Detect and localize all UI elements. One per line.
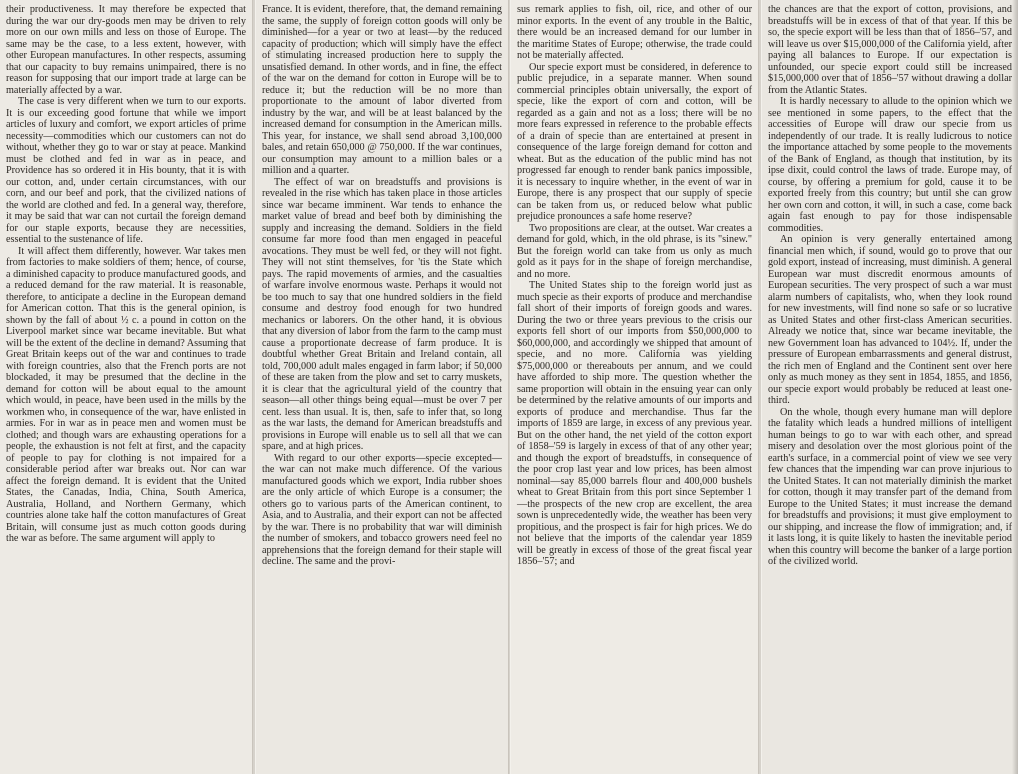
page-edge-shadow [1012, 0, 1018, 774]
column-4-paragraph-2: It is hardly necessary to allude to the opinion which we see mentioned in some papers, to the effect that the accessities of Europe will draw our specie from us independently of our trade. It is really ludicrous to notice the importance attached by some people to the movements of the Bank of England, as though that institution, by its ipse dixit, could control the laws of trade. Europe may, of course, by offering a premium for gold, cause it to be exported freely from this country; but until she can grow her own corn and cotton, it will, in such a case, come back again fast enough to pay for those indispensable commodities. [768, 96, 1012, 234]
text-column-1 [0, 0, 252, 774]
column-4-paragraph-3: An opinion is very generally entertained among financial men which, if sound, would go to prove that our gold export, instead of increasing, must diminish. A general European war must discredit enormous amounts of European securities. The very prospect of such a war must alarm numbers of capitalists, who, when they look round for new investments, will find none so safe or so lucrative as United States and other first-class American securities. Already we notice that, since war became inevitable, the new Government loan has advanced to 104½. If, under the pressure of European embarrassments and general distrust, the rich men of England and the Continent sent over here only as much money as they sent in 1854, 1855, and 1856, our specie export would probably be reduced at least one-third. [768, 234, 1012, 406]
text-column-4 [762, 0, 1018, 774]
column-1-paragraph-1: their productiveness. It may therefore be expected that during the war our dry-goods men may be driven to rely more on our own mills and less on those of Europe. The same may be the case, to a less extent, however, with other European manufactures. In other respects, assuming that our capacity to buy remains unimpaired, there is no reason for supposing that our import trade at large can be materially affected by a war. [6, 4, 246, 96]
column-2-paragraph-2: The effect of war on breadstuffs and provisions is revealed in the rise which has taken place in those articles since war became imminent. War tends to enhance the market value of bread and beef both by diminishing the supply and increasing the demand. Soldiers in the field consume far more food than men engaged in peaceful avocations. They must be well fed, or they will not fight. They will not stint themselves, for 'tis the State which pays. The rapid movements of armies, and the casualties of warfare involve enormous waste. Perhaps it would not be too much to say that one hundred soldiers in the field consume and destroy food enough for two hundred mechanics or laborers. On the other hand, it is obvious that any diversion of labor from the farm to the camp must cause a proportionate decrease of farm produce. It is doubtful whether Great Britain and Ireland contain, all told, 700,000 adult males engaged in farm labor; if 50,000 of these are taken from the plow and set to carry muskets, it is clear that the agricultural yield of the country that season—all other things being equal—must be over 7 per cent. less than usual. It is, then, safe to infer that, so long as the war lasts, the demand for American breadstuffs and provisions in Europe will enable us to sell all that we can spare, and at high prices. [262, 176, 502, 452]
text-column-3 [511, 0, 758, 774]
column-3-paragraph-1: sus remark applies to fish, oil, rice, and other of our minor exports. In the event of any trouble in the Baltic, there would be an increased demand for our lumber in the maritime States of Europe; otherwise, the trade could not be materially affected. [517, 4, 752, 61]
column-4-paragraph-4: On the whole, though every humane man will deplore the fatality which leads a hundred millions of intelligent human beings to go to war with each other, and spread misery and desolation over the most glorious point of the earth's surface, in a commercial point of view we see very few chances that the impending war can prove injurious to the United States. It can not materially diminish the market for cotton, though it may transfer part of the demand from Europe to the United States; it must increase the demand for breadstuffs and provisions; it must give employment to our shipping, and increase the flow of immigration; and, if it lasts long, it is quite likely to hasten the inevitable period when this country will become the banker of a large portion of the civilized world. [768, 406, 1012, 567]
column-3-paragraph-3: Two propositions are clear, at the outset. War creates a demand for gold, which, in the old phrase, is its "sinew." But the foreign world can take from us only as much gold as it pays for in the shape of foreign merchandise, and no more. [517, 222, 752, 280]
column-1-paragraph-2: The case is very different when we turn to our exports. It is our exceeding good fortune that while we import articles of luxury and comfort, we export articles of prime necessity—commodities which our customers can not do without, whether they go to war or stay at peace. Mankind must be clothed and fed in war as in peace, and Providence has so ordered it in His bounty, that it is with our cotton, and, under certain circumstances, with our corn, and our beef and pork, that the civilized nations of the world are clothed and fed. In a general way, therefore, it may be said that war can not curtail the foreign demand for our staple exports, because they are necessities, essential to the sustenance of life. [6, 96, 246, 245]
column-2-paragraph-1: France. It is evident, therefore, that, the demand remaining the same, the supply of foreign cotton goods will only be diminished—for a year or two at least—by the reduced capacity of production; which will simply have the effect of stimulating increased production here to supply the unsatisfied demand. In other words, and in fine, the effect of the war on the demand for cotton in Europe will be to reduce it; but the reduction will be no more than proportionate to the amount of labor diverted from industry by the war, and will be at least balanced by the increased demand for consumption in the American mills. This year, for instance, we shall send abroad 3,100,000 bales, and retain 650,000 @ 750,000. If the war continues, our consumption may amount to a million bales or a million and a quarter. [262, 4, 502, 176]
column-4-paragraph-1: the chances are that the export of cotton, provisions, and breadstuffs will be in excess of that of that year. If this be so, the specie export will be less than that of 1856–'57, and will leave us over $15,000,000 of the California yield, after paying all balances to Europe. If our expectation is unfounded, our specie export could still be increased $15,000,000 over that of 1856–'57 without drawing a dollar from the Atlantic States. [768, 4, 1012, 96]
column-1-paragraph-3: It will affect them differently, however. War takes men from factories to make soldiers of them; hence, of course, a diminished capacity to produce manufactured goods, and a reduced demand for the raw material. It is reasonable, therefore, to anticipate a decline in the European demand for American cotton. That this is the general opinion, is shown by the fall of about ½ c. a pound in cotton on the Liverpool market since war became inevitable. But what will be the extent of the decline in demand? Assuming that Great Britain keeps out of the war and continues to trade with foreign countries, also that the French ports are not blockaded, it may be presumed that the decline in the demand for cotton will be about equal to the amount which would, in peace, have been used in the mills by the workmen who, in consequence of the war, have enlisted in armies. For in war as in peace men and women must be clothed; and though wars are exhausting operations for a people, the exhaustion is not felt at first, and the capacity of people to pay for clothing is not impaired for a considerable period after war breaks out. Nor can war affect the foreign demand. It is evident that the United States, the Canadas, India, China, South America, Australia, Holland, and Northern Germany, which countries alone take half the cotton manufactures of Great Britain, will consume just as much cotton goods during the war as before. The same argument will apply to [6, 245, 246, 544]
column-2-paragraph-3: With regard to our other exports—specie excepted—the war can not make much difference. Of the various manufactured goods which we export, India rubber shoes are the only article of which Europe is a consumer; the others go to various parts of the American continent, to Asia, and to Australia, and their export can not be affected by the war. There is no probability that war will diminish the number of smokers, and tobacco growers need feel no apprehensions that the foreign demand for their staple will decline. The same and the provi- [262, 452, 502, 567]
column-3-paragraph-4: The United States ship to the foreign world just as much specie as their exports of produce and merchandise fall short of their imports of foreign goods and wares. During the two or three years previous to the crisis our exports fell short of our imports from $50,000,000 to $60,000,000, and accordingly we shipped that amount of specie, and no more. California was yielding $75,000,000 or thereabouts per annum, and we could have afforded to ship more. The question whether the same proportion will obtain in the ensuing year can only be determined by the relative amounts of our imports and exports of produce and merchandise. Thus far the imports of 1859 are large, in excess of any previous year. But on the other hand, the net yield of the cotton export of 1858–'59 is largely in excess of that of any other year; and though the export of breadstuffs, in consequence of the poor crop last year and low prices, has been almost nominal—say 85,000 barrels flour and 400,000 bushels wheat to Great Britain from this port since September 1—the prospects of the new crop are excellent, the area sown is unprecedentedly wide, the weather has been very propitious, and the prospect is fair for high prices. We do not believe that the imports of the calendar year 1859 will be greatly in excess of those of the great fiscal year 1856–'57; and [517, 280, 752, 567]
text-column-2 [256, 0, 508, 774]
column-3-paragraph-2: Our specie export must be considered, in deference to public prejudice, in a separate manner. When sound commercial principles obtain universally, the export of specie, like the export of corn and cotton, will be regarded as a gain and not as a loss; there will be no more fears expressed in reference to the probable effects of a drain of specie than are entertained at present in consequence of the large foreign demand for cotton and wheat. But as the education of the public mind has not progressed far enough to render bank panics impossible, it is necessary to inquire whether, in the event of war in Europe, there is any prospect that our supply of specie can be taken from us, or reduced below what public prejudice pronounces a safe home reserve? [517, 61, 752, 222]
